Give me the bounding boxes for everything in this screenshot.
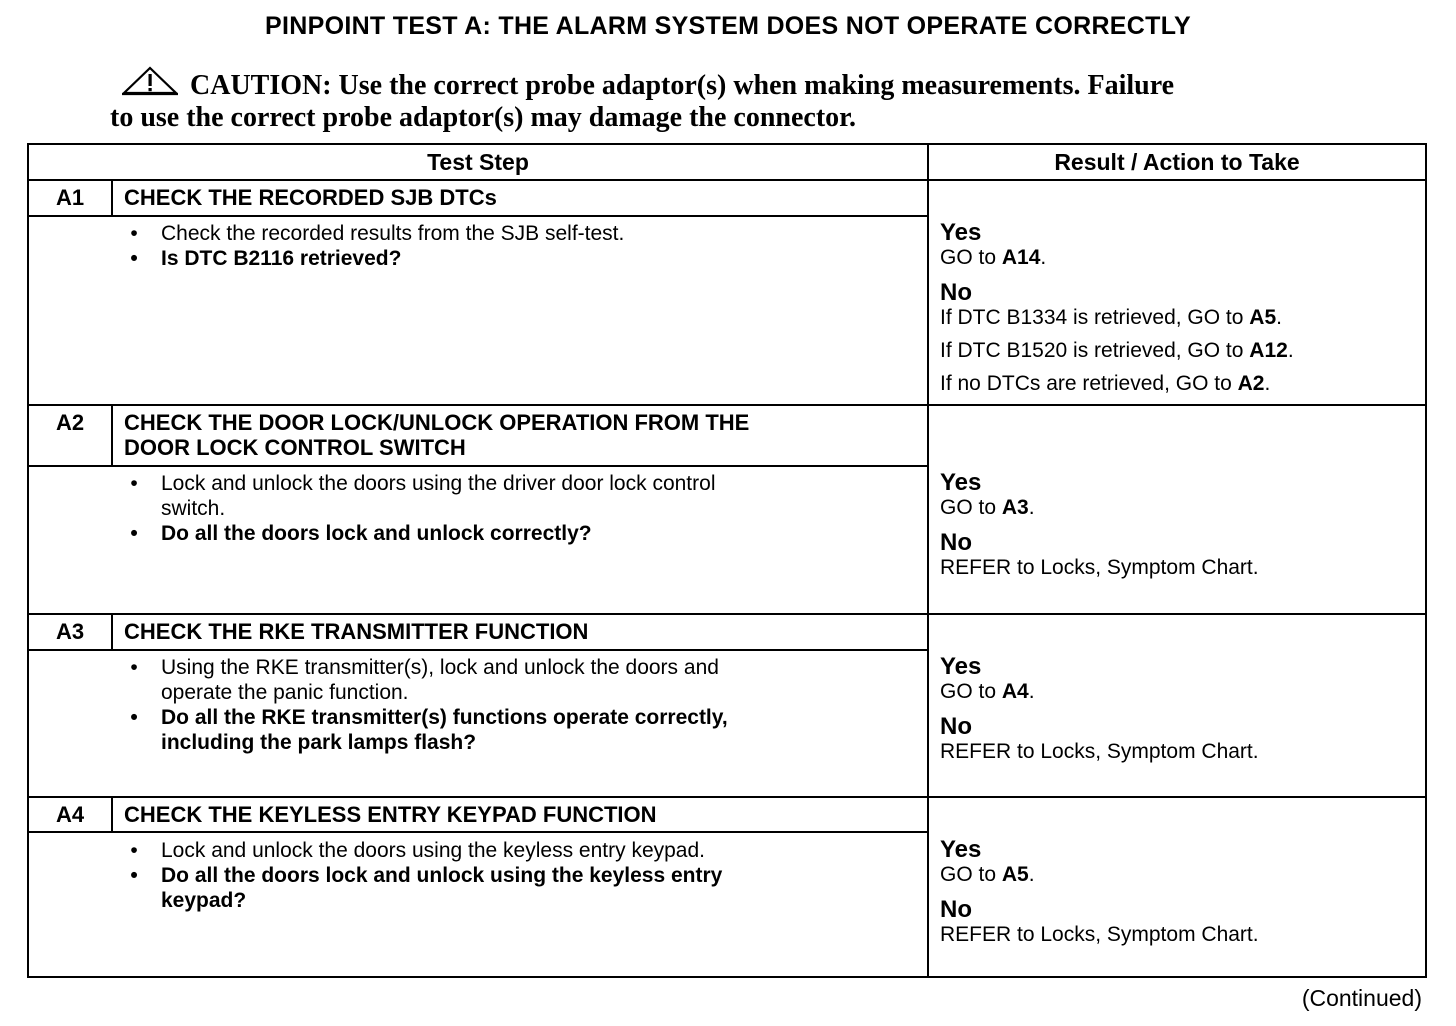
yes-label: Yes xyxy=(940,836,982,863)
list-item: • Using the RKE transmitter(s), lock and unlock the doors and operate the panic function. xyxy=(130,656,719,704)
warning-triangle-icon xyxy=(122,66,178,96)
yes-label: Yes xyxy=(940,469,982,496)
no-action-line: If DTC B1334 is retrieved, GO to A5. xyxy=(940,306,1282,329)
step-id-a3: A3 xyxy=(55,619,85,644)
no-label: No xyxy=(940,896,972,923)
step-bullets-a4 xyxy=(124,838,904,913)
result-a3 xyxy=(940,654,1420,764)
header-result-action: Result / Action to Take xyxy=(1054,149,1300,175)
yes-action: GO to A4. xyxy=(940,680,1035,703)
header-test-step: Test Step xyxy=(427,149,529,175)
yes-label: Yes xyxy=(940,219,982,246)
result-a2 xyxy=(940,470,1420,580)
no-action: REFER to Locks, Symptom Chart. xyxy=(940,740,1259,763)
list-item: • Check the recorded results from the SJB self-test. xyxy=(130,222,625,245)
step-id-a4: A4 xyxy=(55,802,85,827)
yes-action: GO to A5. xyxy=(940,863,1035,886)
step-title-a2: CHECK THE DOOR LOCK/UNLOCK OPERATION FROM THE DOOR LOCK CONTROL SWITCH xyxy=(124,410,750,460)
caution-line-2: to use the correct probe adaptor(s) may damage the connector. xyxy=(110,102,857,133)
test-table xyxy=(27,143,1427,978)
step-title-a1: CHECK THE RECORDED SJB DTCs xyxy=(124,185,497,210)
yes-label: Yes xyxy=(940,653,982,680)
yes-action: GO to A14. xyxy=(940,246,1047,269)
step-bullets-a1 xyxy=(124,221,904,271)
no-action: REFER to Locks, Symptom Chart. xyxy=(940,556,1259,579)
caution-line-1: CAUTION: Use the correct probe adaptor(s) when making measurements. Failure xyxy=(190,70,1175,101)
list-item: • Do all the doors lock and unlock using the keyless entry keypad? xyxy=(130,864,723,912)
no-action: REFER to Locks, Symptom Chart. xyxy=(940,923,1259,946)
list-item: • Do all the doors lock and unlock correctly? xyxy=(130,522,592,545)
step-bullets-a2 xyxy=(124,471,904,546)
caution-note xyxy=(110,70,1360,134)
result-a1 xyxy=(940,220,1420,396)
step-id-a1: A1 xyxy=(55,185,85,210)
list-item: • Is DTC B2116 retrieved? xyxy=(130,247,402,270)
continued-note: (Continued) xyxy=(1301,985,1422,1011)
no-label: No xyxy=(940,529,972,556)
step-bullets-a3 xyxy=(124,655,904,755)
no-label: No xyxy=(940,279,972,306)
no-action-line: If no DTCs are retrieved, GO to A2. xyxy=(940,372,1271,395)
result-a4 xyxy=(940,837,1420,947)
page-title: PINPOINT TEST A: THE ALARM SYSTEM DOES NOT OPERATE CORRECTLY xyxy=(265,12,1191,40)
no-action-line: If DTC B1520 is retrieved, GO to A12. xyxy=(940,339,1294,362)
step-title-a4: CHECK THE KEYLESS ENTRY KEYPAD FUNCTION xyxy=(124,802,657,827)
list-item: • Lock and unlock the doors using the keyless entry keypad. xyxy=(130,839,705,862)
list-item: • Lock and unlock the doors using the driver door lock control switch. xyxy=(130,472,716,520)
step-title-a3: CHECK THE RKE TRANSMITTER FUNCTION xyxy=(124,619,589,644)
yes-action: GO to A3. xyxy=(940,496,1035,519)
step-id-a2: A2 xyxy=(55,410,85,435)
no-label: No xyxy=(940,713,972,740)
list-item: • Do all the RKE transmitter(s) functions operate correctly, including the park lamps flash? xyxy=(130,706,728,754)
